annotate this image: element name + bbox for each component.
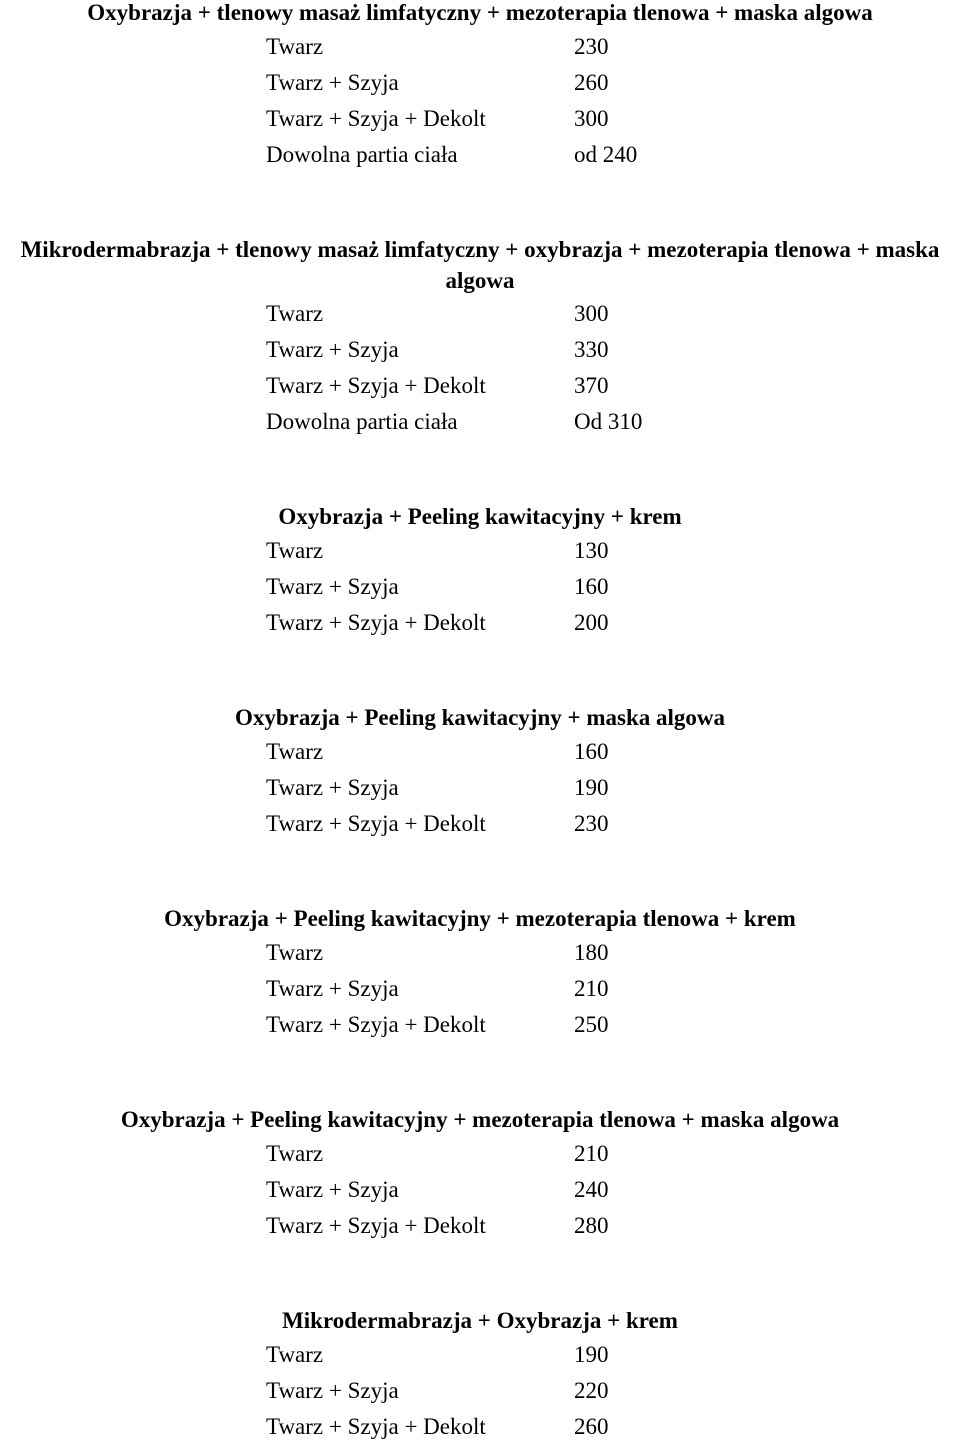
- price-row: [0, 370, 960, 402]
- price-row: [0, 736, 960, 768]
- price-row: [0, 406, 960, 438]
- row-label: Dowolna partia ciała: [266, 142, 458, 167]
- row-label: Twarz: [266, 34, 324, 59]
- price-row: [0, 139, 960, 171]
- price-row: [0, 1174, 960, 1206]
- row-label: Twarz + Szyja: [266, 976, 399, 1001]
- price-row: [0, 103, 960, 135]
- row-price: 300: [574, 301, 609, 326]
- price-row: [0, 1138, 960, 1170]
- row-label: Dowolna partia ciała: [266, 409, 458, 434]
- row-price: 370: [574, 373, 609, 398]
- price-row: [0, 1411, 960, 1443]
- price-row: [0, 808, 960, 840]
- price-row: [0, 1339, 960, 1371]
- row-price: 220: [574, 1378, 609, 1403]
- row-label: Twarz + Szyja + Dekolt: [266, 1414, 486, 1439]
- row-label: Twarz + Szyja + Dekolt: [266, 610, 486, 635]
- row-price: 210: [574, 1141, 609, 1166]
- section-title: Oxybrazja + Peeling kawitacyjny + maska algowa: [234, 705, 726, 730]
- price-row: [0, 1375, 960, 1407]
- row-price: 250: [574, 1012, 609, 1037]
- row-label: Twarz + Szyja: [266, 1177, 399, 1202]
- row-price: 230: [574, 811, 609, 836]
- row-price: Od 310: [574, 409, 643, 434]
- row-price: 260: [574, 1414, 609, 1439]
- row-label: Twarz: [266, 538, 324, 563]
- row-label: Twarz + Szyja: [266, 574, 399, 599]
- section-title: Oxybrazja + tlenowy masaż limfatyczny + mezoterapia tlenowa + maska algowa: [87, 0, 873, 25]
- section-title: Mikrodermabrazja + tlenowy masaż limfatyczny + oxybrazja + mezoterapia tlenowa + maska algowa: [20, 237, 940, 293]
- row-label: Twarz: [266, 1141, 324, 1166]
- row-label: Twarz + Szyja + Dekolt: [266, 811, 486, 836]
- price-row: [0, 937, 960, 969]
- row-label: Twarz: [266, 301, 324, 326]
- row-price: 280: [574, 1213, 609, 1238]
- row-label: Twarz: [266, 1342, 324, 1367]
- row-label: Twarz + Szyja: [266, 775, 399, 800]
- price-row: [0, 607, 960, 639]
- row-label: Twarz + Szyja: [266, 1378, 399, 1403]
- row-label: Twarz + Szyja + Dekolt: [266, 373, 486, 398]
- row-price: od 240: [574, 142, 638, 167]
- section-title: Oxybrazja + Peeling kawitacyjny + krem: [278, 504, 682, 529]
- price-row: [0, 31, 960, 63]
- row-price: 240: [574, 1177, 609, 1202]
- row-label: Twarz + Szyja + Dekolt: [266, 1012, 486, 1037]
- row-price: 160: [574, 574, 609, 599]
- price-row: [0, 67, 960, 99]
- row-label: Twarz: [266, 739, 324, 764]
- row-price: 260: [574, 70, 609, 95]
- row-label: Twarz + Szyja + Dekolt: [266, 1213, 486, 1238]
- row-price: 190: [574, 1342, 609, 1367]
- price-row: [0, 571, 960, 603]
- row-label: Twarz + Szyja + Dekolt: [266, 106, 486, 131]
- row-label: Twarz + Szyja: [266, 337, 399, 362]
- row-price: 330: [574, 337, 609, 362]
- row-price: 160: [574, 739, 609, 764]
- row-label: Twarz + Szyja: [266, 70, 399, 95]
- row-price: 210: [574, 976, 609, 1001]
- row-price: 180: [574, 940, 609, 965]
- row-price: 130: [574, 538, 609, 563]
- price-row: [0, 535, 960, 567]
- row-label: Twarz: [266, 940, 324, 965]
- section-title: Mikrodermabrazja + Oxybrazja + krem: [282, 1308, 678, 1333]
- section-title: Oxybrazja + Peeling kawitacyjny + mezoterapia tlenowa + krem: [164, 906, 796, 931]
- section-title: Oxybrazja + Peeling kawitacyjny + mezoterapia tlenowa + maska algowa: [120, 1107, 840, 1132]
- price-row: [0, 973, 960, 1005]
- row-price: 230: [574, 34, 609, 59]
- row-price: 200: [574, 610, 609, 635]
- price-row: [0, 334, 960, 366]
- price-row: [0, 298, 960, 330]
- price-row: [0, 1210, 960, 1242]
- price-row: [0, 1009, 960, 1041]
- row-price: 300: [574, 106, 609, 131]
- price-row: [0, 772, 960, 804]
- row-price: 190: [574, 775, 609, 800]
